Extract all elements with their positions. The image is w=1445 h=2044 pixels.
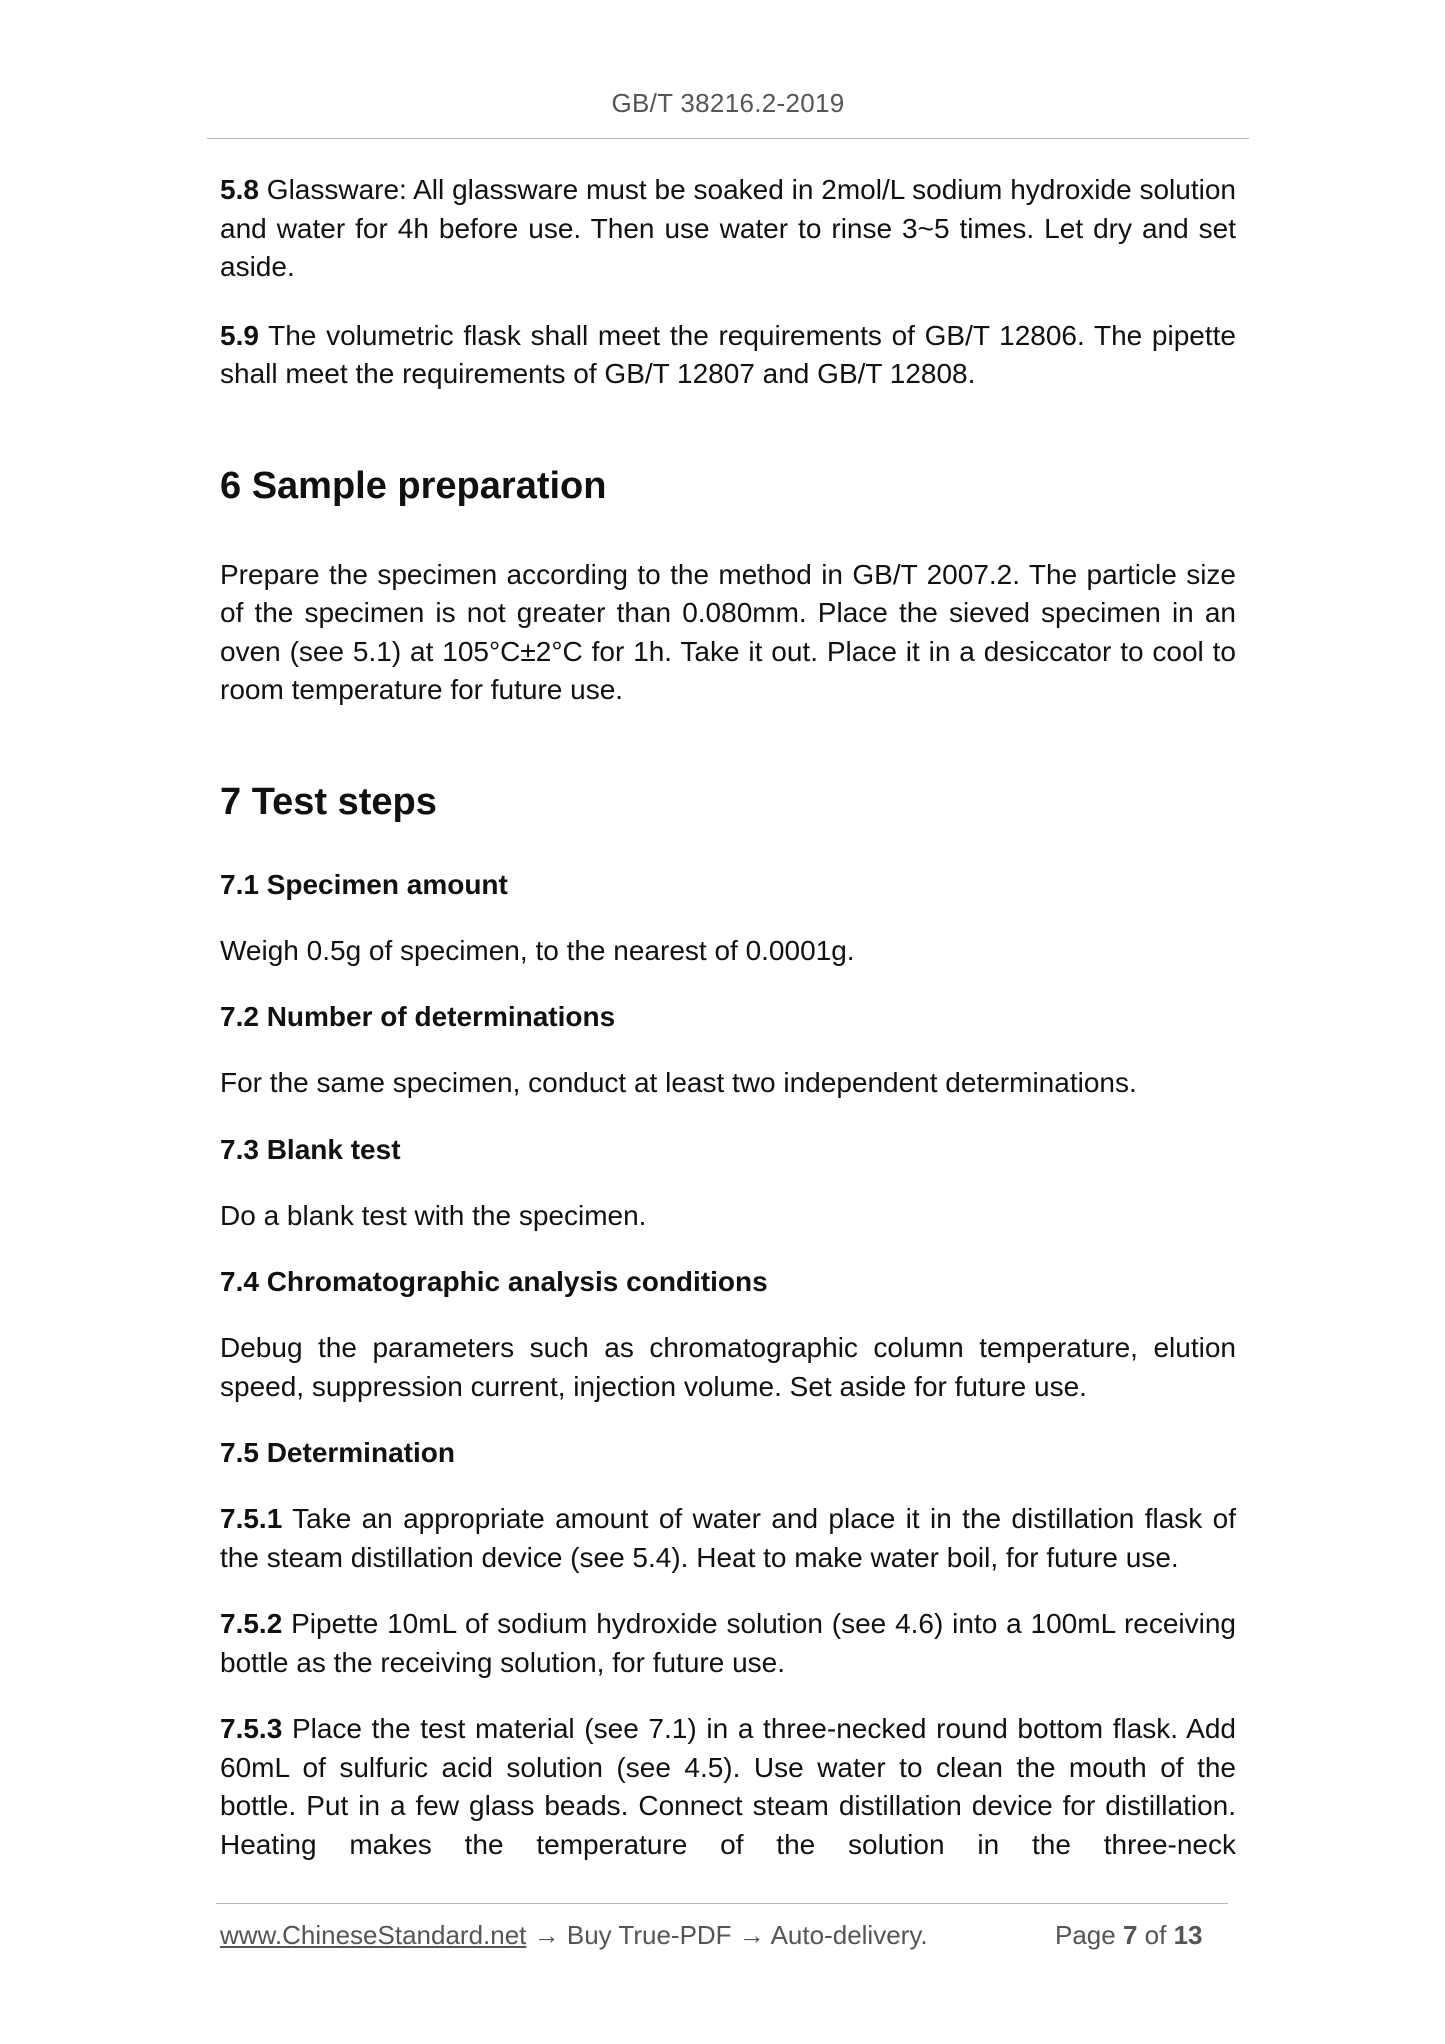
clause-number: 7.5.1 [220, 1503, 283, 1534]
subsection-heading-7-3: 7.3 Blank test [220, 1133, 401, 1165]
total-pages-number: 13 [1173, 1920, 1203, 1950]
section-heading-7: 7 Test steps [220, 780, 437, 823]
subsection-7-2-text: For the same specimen, conduct at least two independent determinations. [220, 1067, 1137, 1098]
clause-text: Place the test material (see 7.1) in a three-necked round bottom flask. Add 60mL of sulfuric acid solution (see 4.5). Use water to clean the mouth of the bottle. Put in a few glass beads. Connect steam distillation device for distillation. Heating makes the temperature of the solution in the three-neck [220, 1713, 1236, 1860]
section-6-text: Prepare the specimen according to the method in GB/T 2007.2. The particle size of the specimen is not greater than 0.080mm. Place the sieved specimen in an oven (see 5.1) at 105°C±2°C for 1h. Take it out. Place it in a desiccator to cool to room temperature for future use. [220, 558, 1236, 705]
website-link[interactable]: www.ChineseStandard.net [220, 1920, 527, 1950]
clause-number: 7.5.2 [220, 1608, 283, 1639]
current-page-number: 7 [1122, 1920, 1138, 1950]
subsection-heading-7-5: 7.5 Determination [220, 1437, 455, 1468]
footer-divider [216, 1903, 1228, 1904]
page-indicator [1055, 1920, 1203, 1951]
section-heading-6: 6 Sample preparation [220, 464, 607, 507]
clause-7-5-1 [220, 1500, 1236, 1577]
clause-number: 7.5.3 [220, 1713, 283, 1744]
of-label: of [1144, 1920, 1167, 1950]
document-body [220, 171, 1236, 1892]
subsection-7-3-text: Do a blank test with the specimen. [220, 1199, 647, 1231]
clause-5-9 [220, 317, 1236, 394]
footer-promo [220, 1920, 928, 1951]
delivery-text: Auto-delivery. [770, 1920, 928, 1950]
clause-7-5-3 [220, 1710, 1236, 1864]
header-divider [207, 138, 1249, 139]
arrow-icon: → [731, 1920, 771, 1950]
page-header-title: GB/T 38216.2-2019 [611, 88, 845, 118]
clause-text: Take an appropriate amount of water and place it in the distillation flask of the steam distillation device (see 5.4). Heat to make water boil, for future use. [220, 1503, 1236, 1573]
subsection-heading-7-4: 7.4 Chromatographic analysis conditions [220, 1266, 768, 1297]
arrow-icon: → [526, 1920, 567, 1950]
subsection-heading-7-2: 7.2 Number of determinations [220, 1001, 616, 1032]
clause-5-8 [220, 171, 1236, 287]
subsection-7-1-text: Weigh 0.5g of specimen, to the nearest of 0.0001g. [220, 934, 855, 966]
clause-number: 5.9 [220, 319, 259, 351]
buy-text: Buy True-PDF [566, 1920, 732, 1950]
clause-text: Pipette 10mL of sodium hydroxide solution (see 4.6) into a 100mL receiving bottle as the receiving solution, for future use. [220, 1608, 1236, 1678]
subsection-heading-7-1: 7.1 Specimen amount [220, 868, 508, 900]
clause-number: 5.8 [220, 174, 259, 205]
page-label: Page [1055, 1920, 1116, 1950]
subsection-7-4-text: Debug the parameters such as chromatographic column temperature, elution speed, suppression current, injection volume. Set aside for future use. [220, 1332, 1236, 1402]
clause-7-5-2 [220, 1605, 1236, 1682]
clause-text: The volumetric flask shall meet the requirements of GB/T 12806. The pipette shall meet the requirements of GB/T 12807 and GB/T 12808. [220, 319, 1236, 389]
clause-text: Glassware: All glassware must be soaked in 2mol/L sodium hydroxide solution and water for 4h before use. Then use water to rinse 3~5 times. Let dry and set aside. [220, 174, 1236, 282]
